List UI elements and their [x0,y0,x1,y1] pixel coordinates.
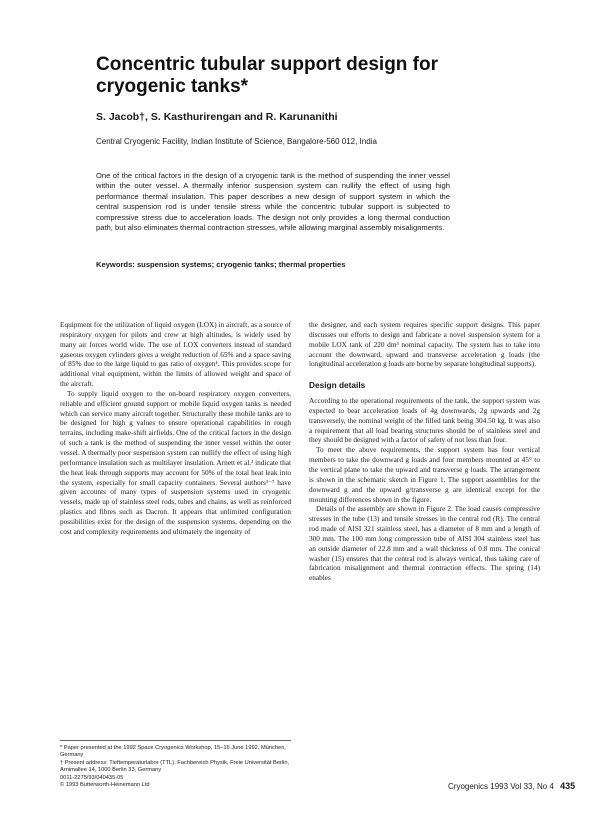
body-paragraph: To supply liquid oxygen to the on-board respiratory oxygen converters, reliable and efficient ground support or mobile liquid oxygen tanks is needed which can service many aircraft together. Structurally these mobile tanks are to be designed for high g values to ensure operational capabilities in rough terrains, including make-shift airfields. One of the critical factors in the design of such a tank is the method of suspending the inner vessel within the outer vessel. A thermally poor suspension system can nullify the effect of using high performance insulation such as multilayer insulation. Arnett et al.² indicate that the heat leak through supports may account for 50% of the total heat leak into the system, especially for small capacity containers. Several authors³⁻⁷ have given accounts of many types of suspension systems used in cryogenic vessels, made up of stainless steel rods, tubes and chains, as well as reinforced plastics and fibres such as Dacron. It appears that unlimited configuration possibilities exist for the design of the suspension systems, depending on the cost and complexity requirements and ultimately the ingenuity of [60,388,291,536]
body-paragraph: According to the operational requirements of the tank, the support system was expected to bear acceleration loads of 4g downwards, 2g upwards and 2g transversely, the nominal weight of the filled tank being 304.50 kg. It was also a requirement that all load bearing structures should be of stainless steel and they should be designed with a factor of safety of not less than four. [309,396,540,445]
section-heading: Design details [309,380,366,391]
keywords [96,260,456,269]
footnote: © 1993 Butterworth-Heinemann Ltd [60,782,150,789]
abstract: One of the critical factors in the design of a cryogenic tank is the method of suspending the inner vessel within the outer vessel. A thermally inferior suspension system can nullify the effect of using high performance thermal insulation. This paper describes a new design of support system in which the central suspension rod is under tensile stress while the concentric tubular support is subjected to compressive stress due to acceleration loads. The design not only provides a long thermal conduction path, but also eliminates thermal contraction stresses, while allowing marginal assembly misalignments. [96,171,450,233]
body-column-left [60,320,291,537]
footnote: † Present address: Tieftemperaturlabor (TTL), Fachbereich Physik, Freie Universität Berlin, Arnimallee 14, 1000 Berlin 33, Germany [60,759,290,774]
footnote: 0011-2275/93/040435-05 [60,774,124,781]
author-list: S. Jacob†, S. Kasthurirengan and R. Karunanithi [96,111,338,123]
body-paragraph: the designer, and each system requires specific support designs. This paper discusses our efforts to design and fabricate a novel suspension system for a mobile LOX tank of 220 dm³ nominal capacity. The system has to take into account the downward, upward and transverse acceleration g loads (the longitudinal acceleration g loads are borne by separate longitudinal supports). [309,320,540,369]
body-paragraph: To meet the above requirements, the support system has four vertical members to take the downward g loads and four members mounted at 45° to the vertical plane to take the upward and transverse g loads. The arrangement is shown in the schematic sketch in Figure 1. The support assemblies for the downward g and the upward g/transverse g are identical except for the mounting differences shown in the figure. [309,445,540,504]
keywords-label: Keywords: [96,260,135,269]
body-paragraph: Equipment for the utilization of liquid oxygen (LOX) in aircraft, as a source of respiratory oxygen for pilots and crew at high altitudes, is widely used by many air forces world wide. The use of LOX converters instead of standard gaseous oxygen cylinders gives a weight reduction of 65% and a space saving of 85% due to the large liquid to gas ratio of oxygen¹. This provides scope for additional vital equipment, within the limits of allowed weight and space of the aircraft. [60,320,291,389]
body-paragraph: Details of the assembly are shown in Figure 2. The load causes compressive stresses in the tube (13) and tensile stresses in the central rod (R). The central rod made of AISI 321 stainless steel, has a diameter of 8 mm and a length of 300 mm. The 100 mm long compression tube of AISI 304 stainless steel has an outside diameter of 22.8 mm and a wall thickness of 0.8 mm. The conical washer (15) ensures that the central rod is always vertical, thus taking care of fabrication misalignment and thermal contraction effects. The spring (14) enables [309,504,540,583]
journal-citation: Cryogenics 1993 Vol 33, No 4 [448,782,554,791]
page-footer [448,781,575,791]
paper-title: Concentric tubular support design for cryogenic tanks* [96,54,439,97]
author-affiliation: Central Cryogenic Facility, Indian Institute of Science, Bangalore-560 012, India [96,137,377,146]
keywords-text: suspension systems; cryogenic tanks; thermal properties [136,260,346,269]
page-number: 435 [560,781,576,791]
body-column-right [309,320,540,583]
footnotes [60,740,291,789]
footnote: * Paper presented at the 1992 Space Cryogenics Workshop, 15–16 June 1992, München, Germany [60,745,286,759]
